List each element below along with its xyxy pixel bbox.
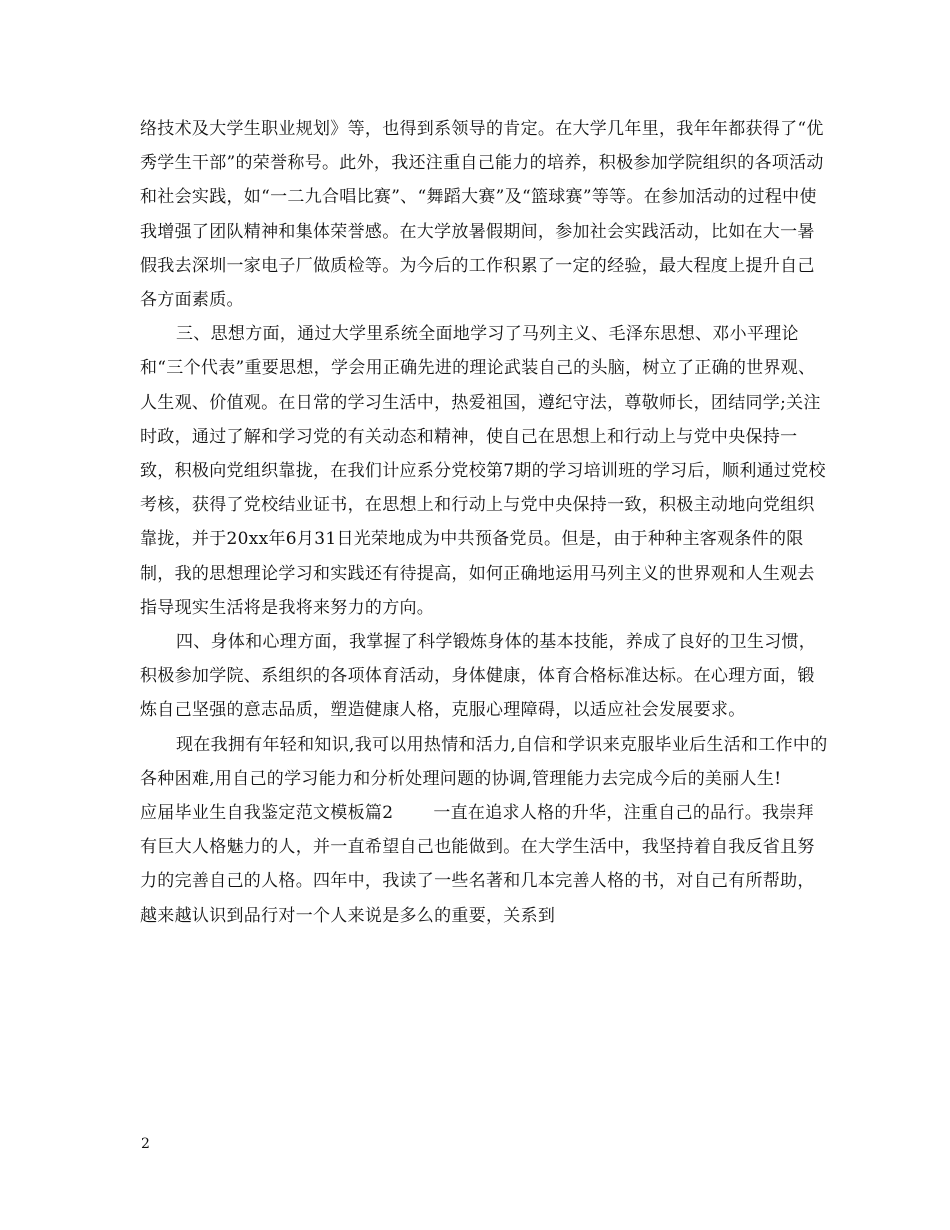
paragraph-conclusion: 现在我拥有年轻和知识,我可以用热情和活力,自信和学识来克服毕业后生活和工作中的各种困难,用自己的学习能力和分析处理问题的协调,管理能力去完成今后的美丽人生! bbox=[140, 734, 828, 789]
section-text: 一直在追求人格的升华，注重自己的品行。我崇拜有巨大人格魅力的人，并一直希望自己也能做到。在大学生活中，我坚持着自我反省且努力的完善自己的人格。四年中，我读了一些名著和几本完善人格的书，对自己有所帮助，越来越认识到品行对一个人来说是多么的重要，关系到 bbox=[140, 803, 815, 926]
paragraph-physical-mental: 四、身体和心理方面，我掌握了科学锻炼身体的基本技能，养成了良好的卫生习惯，积极参加学院、系组织的各项体育活动，身体健康，体育合格标准达标。在心理方面，锻炼自己坚强的意志品质，塑造健康人格，克服心理障碍，以适应社会发展要求。 bbox=[140, 632, 817, 721]
section-2-paragraph bbox=[140, 796, 830, 933]
document-body bbox=[140, 112, 830, 933]
paragraph-continuation: 络技术及大学生职业规划》等，也得到系领导的肯定。在大学几年里，我年年都获得了“优秀学生干部”的荣誉称号。此外，我还注重自己能力的培养，积极参加学院组织的各项活动和社会实践，如“一二九合唱比赛”、“舞蹈大赛”及“篮球赛”等等。在参加活动的过程中使我增强了团队精神和集体荣誉感。在大学放暑假期间，参加社会实践活动，比如在大一暑假我去深圳一家电子厂做质检等。为今后的工作积累了一定的经验，最大程度上提升自己各方面素质。 bbox=[140, 119, 824, 311]
page-number: 2 bbox=[141, 1136, 150, 1152]
section-title: 应届毕业生自我鉴定范文模板篇2 bbox=[140, 803, 394, 824]
paragraph-ideology: 三、思想方面，通过大学里系统全面地学习了马列主义、毛泽东思想、邓小平理论和“三个代表”重要思想，学会用正确先进的理论武装自己的头脑，树立了正确的世界观、人生观、价值观。在日常的学习生活中，热爱祖国，遵纪守法，尊敬师长，团结同学;关注时政，通过了解和学习党的有关动态和精神，使自己在思想上和行动上与党中央保持一致，积极向党组织靠拢，在我们计应系分党校第7期的学习培训班的学习后，顺利通过党校考核，获得了党校结业证书，在思想上和行动上与党中央保持一致，积极主动地向党组织靠拢，并于20xx年6月31日光荣地成为中共预备党员。但是，由于种种主客观条件的限制，我的思想理论学习和实践还有待提高，如何正确地运用马列主义的世界观和人生观去指导现实生活将是我将来努力的方向。 bbox=[140, 324, 826, 618]
